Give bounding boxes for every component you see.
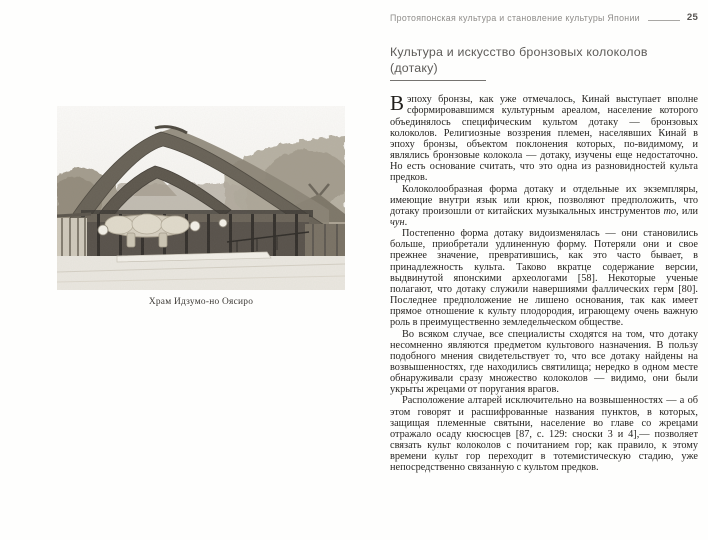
running-head-title: Протояпонская культура и становление культуры Японии [390, 13, 640, 23]
right-page [390, 12, 698, 474]
photo-grain [57, 106, 345, 290]
italic-term-to: то [663, 205, 677, 217]
heading-rule [390, 80, 486, 81]
body-text [390, 91, 698, 474]
running-head-rule [648, 20, 680, 21]
section-heading [390, 44, 698, 76]
paragraph-2 [390, 184, 698, 229]
paragraph-3: Постепенно форма дотаку видоизменялась — они становились больше, приобретали удлиненную форму. Потеряли они и свое прежнее значение, превратившись, как это часто бывает, в принадлежность культа. Таково вкратце содержание версии, выдвинутой японскими археологами [58]. Некоторые ученые полагают, что дотаку служили навершиями фаллических герм [80]. Последнее предположение не лишено основания, так как имеет прямое отношение к культу плодородия, играющему очень важную роль в преимущественно земледельческом обществе. [390, 228, 698, 329]
page-number: 25 [686, 12, 699, 23]
paragraph-5: Расположение алтарей исключительно на возвышенностях — а об этом говорят и расшифрованные названия пунктов, в которых, защищая племенные святыни, население во главе со жрецами отражало осаду кюсюсцев [87, с. 129: сноски 3 и 4],— позволяет связать культ колоколов с почитанием гор; как правило, к этому времени культ гор переходит в тотемистическую стадию, уже непосредственно связанную с культом предков. [390, 395, 698, 474]
photo-caption: Храм Идзумо-но Оясиро [148, 297, 254, 307]
paragraph-1-text: эпоху бронзы, как уже отмечалось, Кинай выступает вполне сформировавшимся культурным ареалом, население которого объединялось специфическим культом дотаку — бронзовых колоколов. Религиозные воззрения племен, населявших Кинай в эпоху бронзы, объектом поклонения которых, по-видимому, и являлись бронзовые колокола — дотаку, изучены еще недостаточно. Но есть основание считать, что это одна из разновидностей культа предков. [390, 94, 698, 184]
section-heading-line2: (дотаку) [390, 61, 438, 76]
section-heading-line1: Культура и искусство бронзовых колоколов [390, 45, 648, 59]
running-head [390, 12, 698, 23]
paragraph-2-text: Колоколообразная форма дотаку и отдельные их экземпляры, имеющие внутри язык или крюк, позволяют предположить, что дотаку произошли от китайских музыкальных инструментов [390, 183, 698, 217]
italic-term-chun: чун [390, 216, 405, 228]
paragraph-1 [390, 91, 698, 184]
paragraph-4: Во всяком случае, все специалисты сходятся на том, что дотаку несомненно являются предметом культового назначения. В пользу подобного мнения свидетельствует то, что все дотаку найдены на возвышенностях, где находились святилища; нередко в одном месте обнаруживали сразу множество колоколов — видимо, они были укрыты жрецами от поругания врагов. [390, 328, 698, 396]
temple-photo [57, 106, 345, 290]
drop-cap: В [390, 91, 405, 116]
paragraph-2-text: , или [676, 205, 698, 217]
paragraph-2-text: . [404, 216, 408, 228]
temple-figure [57, 106, 345, 307]
